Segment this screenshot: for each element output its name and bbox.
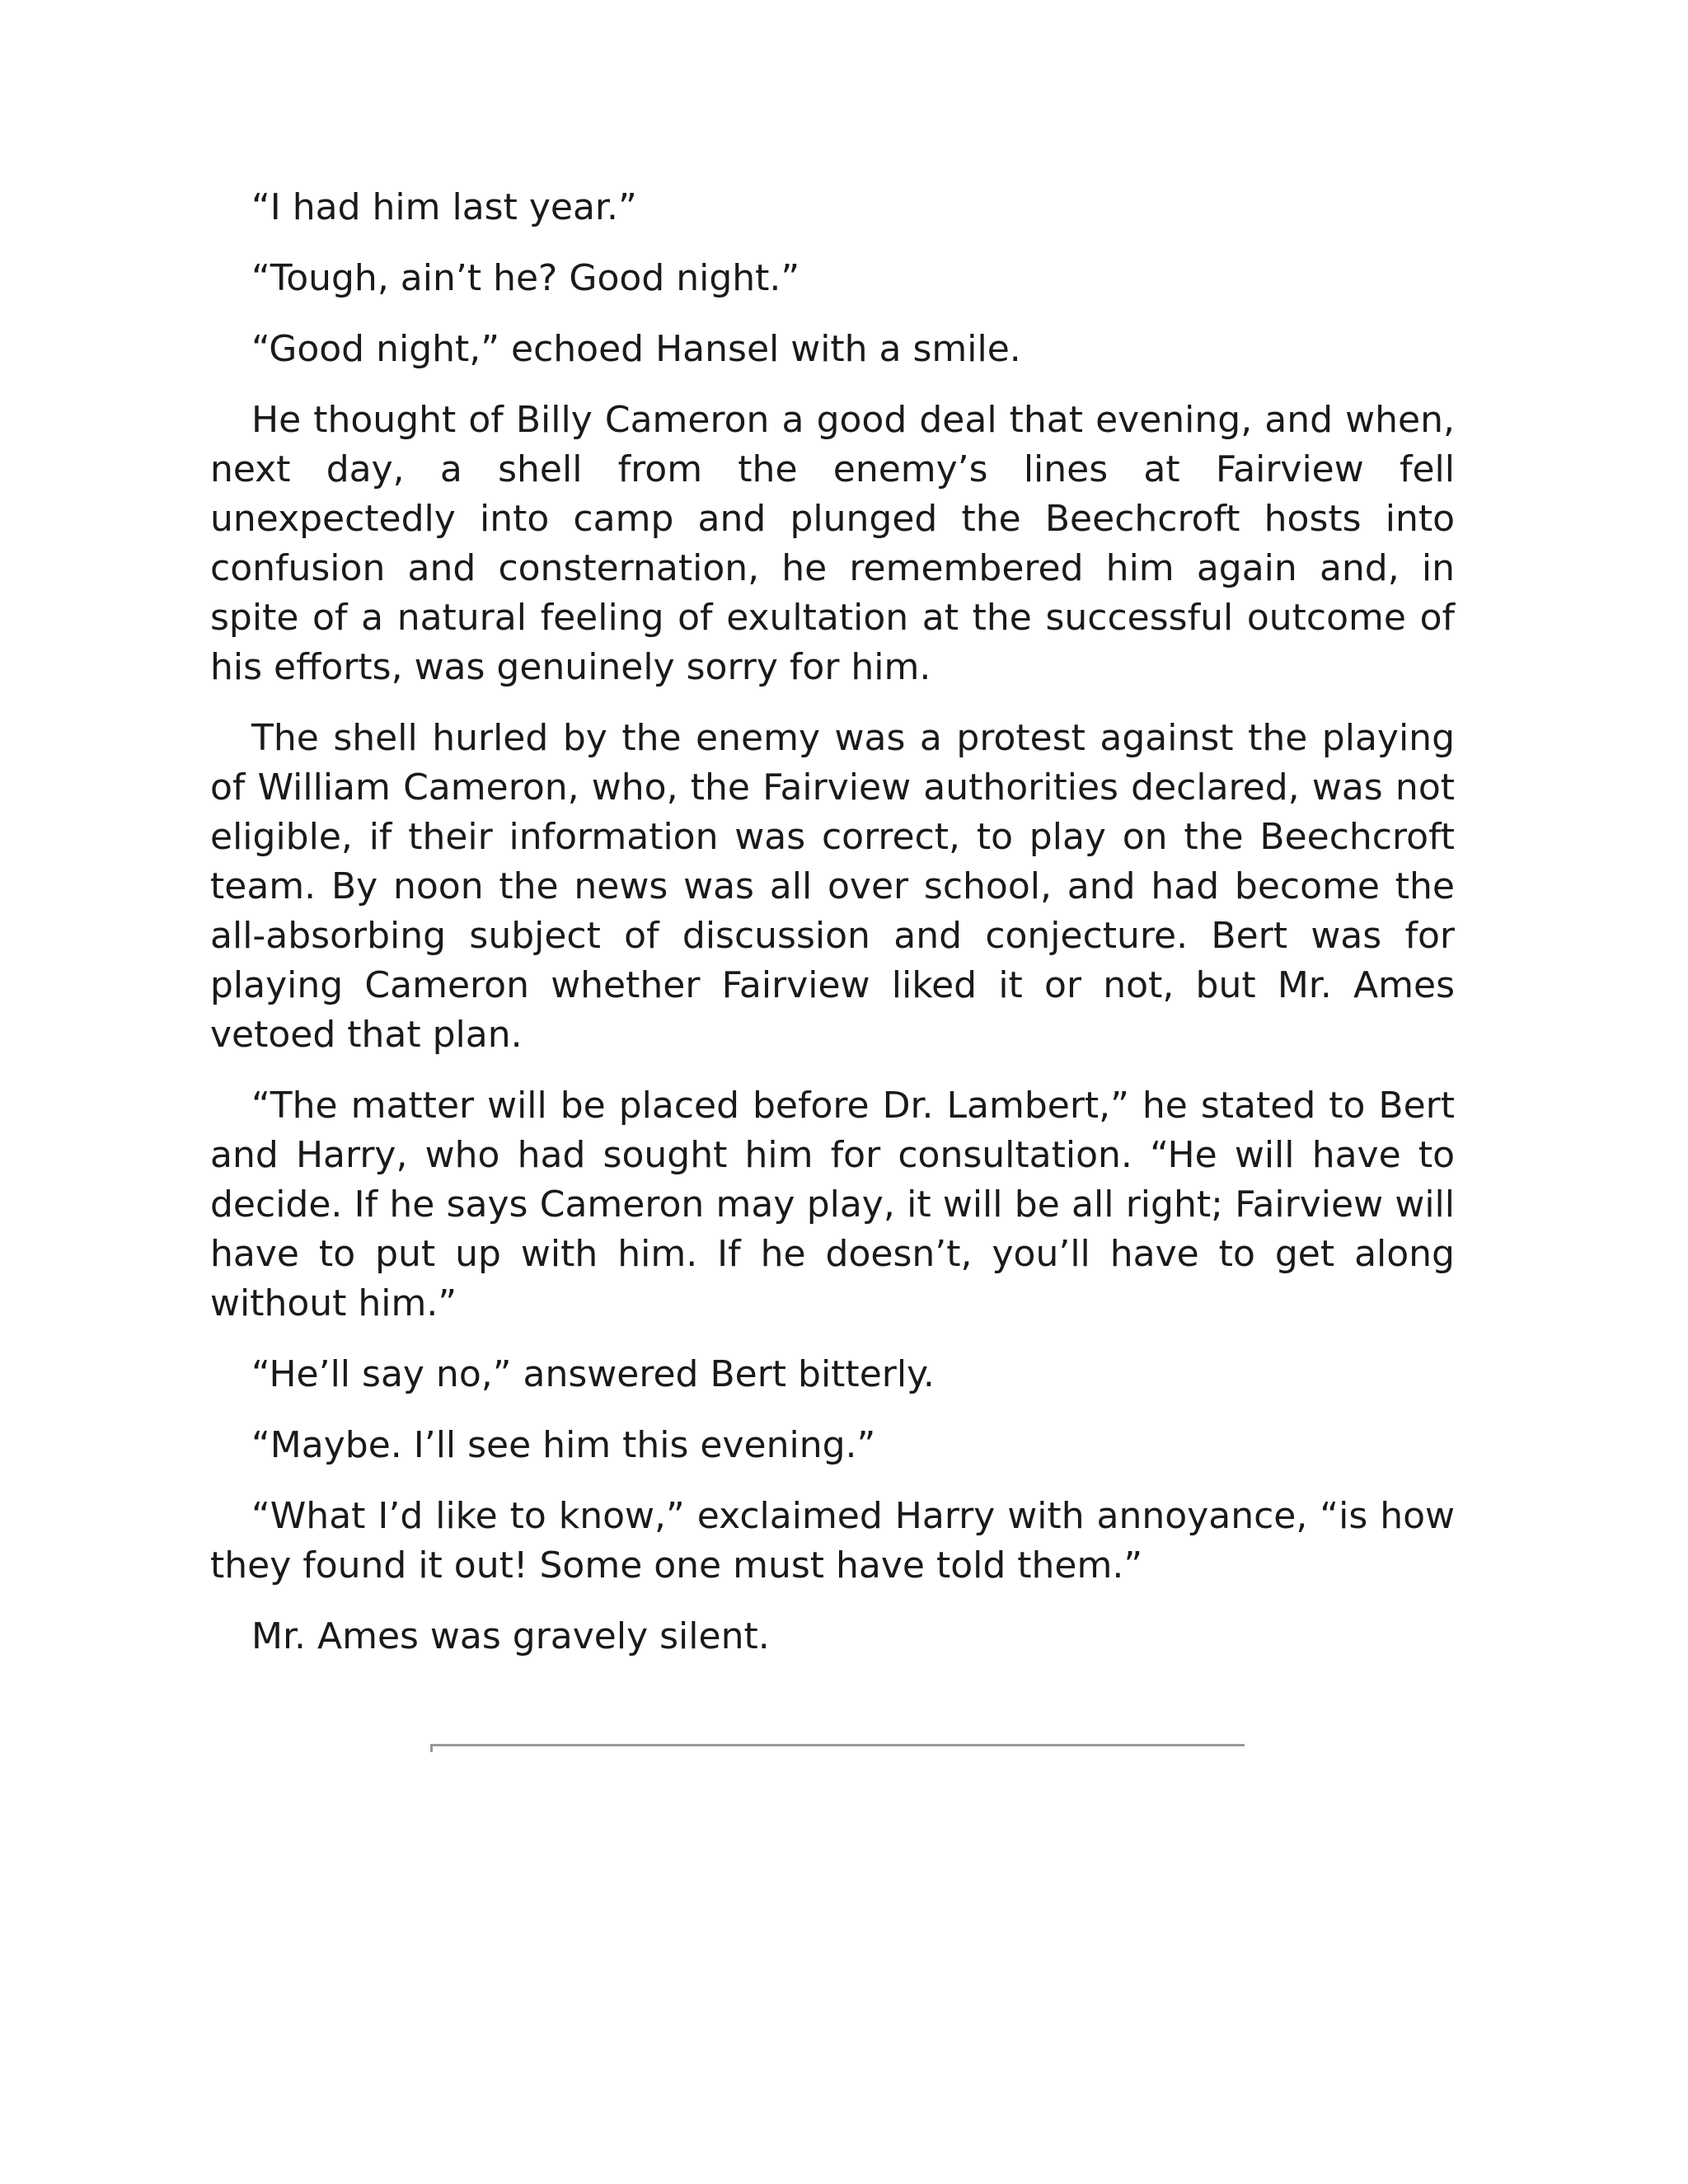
paragraph: “Good night,” echoed Hansel with a smile. <box>251 328 1021 370</box>
paragraph: “Maybe. I’ll see him this evening.” <box>251 1424 876 1466</box>
paragraph: He thought of Billy Cameron a good deal that evening, and when, next day, a shell from the enemy’s lines at Fairview fell unexpectedly into camp and plunged the Beechcroft hosts into confusion and consternation, he remembered him again and, in spite of a natural feeling of exultation at the successful outcome of his efforts, was genuinely sorry for him. <box>210 399 1455 688</box>
page-text <box>210 183 1455 1683</box>
paragraph: Mr. Ames was gravely silent. <box>251 1615 770 1657</box>
paragraph: “He’ll say no,” answered Bert bitterly. <box>251 1353 935 1395</box>
paragraph: The shell hurled by the enemy was a protest against the playing of William Cameron, who, the Fairview authorities declared, was not eligible, if their information was correct, to play on the Beechcroft team. By noon the news was all over school, and had become the all-absorbing subject of discussion and conjecture. Bert was for playing Cameron whether Fairview liked it or not, but Mr. Ames vetoed that plan. <box>210 717 1455 1056</box>
paragraph: “I had him last year.” <box>251 186 637 228</box>
paragraph: “The matter will be placed before Dr. Lambert,” he stated to Bert and Harry, who had sought him for consultation. “He will have to decide. If he says Cameron may play, it will be all right; Fairview will have to put up with him. If he doesn’t, you’ll have to get along without him.” <box>210 1085 1455 1324</box>
paragraph: “Tough, ain’t he? Good night.” <box>251 257 800 299</box>
section-divider <box>430 1744 1245 1746</box>
paragraph: “What I’d like to know,” exclaimed Harry with annoyance, “is how they found it out! Some one must have told them.” <box>210 1495 1455 1586</box>
